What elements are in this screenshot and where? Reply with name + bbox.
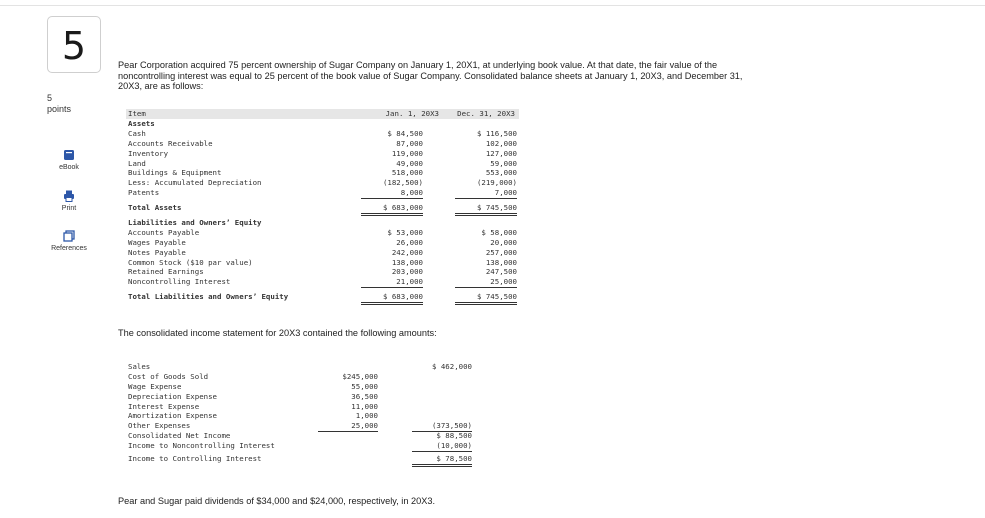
table-row xyxy=(126,372,476,382)
table-row xyxy=(126,402,476,412)
row-label: Total Liabilities and Owners’ Equity xyxy=(128,292,289,302)
row-label: Income to Noncontrolling Interest xyxy=(128,441,275,451)
table-row xyxy=(126,188,519,198)
table-row xyxy=(126,362,476,372)
print-icon xyxy=(62,189,76,203)
row-label: Consolidated Net Income xyxy=(128,431,231,441)
row-label: Accounts Receivable xyxy=(128,138,213,148)
header-jan: Jan. 1, 20X3 xyxy=(385,109,439,118)
row-dec: 553,000 xyxy=(485,168,517,178)
row-jan: $ 84,500 xyxy=(387,128,423,138)
table-row xyxy=(126,454,476,464)
points-value: 5 xyxy=(47,93,53,103)
row-jan: 87,000 xyxy=(396,138,423,148)
row-label: Wage Expense xyxy=(128,381,182,391)
table-row xyxy=(126,267,519,277)
points-label: points xyxy=(47,104,72,114)
row-col2: (373,500) xyxy=(412,421,472,432)
row-label: Income to Controlling Interest xyxy=(128,454,262,464)
assets-heading xyxy=(126,119,519,129)
row-jan: 203,000 xyxy=(391,267,423,277)
row-dec: 138,000 xyxy=(485,257,517,267)
liabilities-heading xyxy=(126,218,519,228)
table-row xyxy=(126,168,519,178)
table-row xyxy=(126,159,519,169)
income-statement-table xyxy=(126,362,476,464)
row-label: Interest Expense xyxy=(128,401,200,411)
row-dec: $ 58,000 xyxy=(481,227,517,237)
row-dec: 247,500 xyxy=(485,267,517,277)
row-col2: $ 78,500 xyxy=(412,454,472,467)
print-button[interactable] xyxy=(44,189,94,212)
row-col1: 11,000 xyxy=(351,401,378,411)
row-jan: 119,000 xyxy=(391,148,423,158)
total-assets-row xyxy=(126,203,519,213)
row-col2: $ 88,500 xyxy=(436,431,472,441)
row-label: Patents xyxy=(128,188,160,198)
row-label: Buildings & Equipment xyxy=(128,168,222,178)
ebook-button[interactable] xyxy=(44,148,94,171)
table-row xyxy=(126,149,519,159)
references-icon xyxy=(62,229,76,243)
table-header xyxy=(126,109,519,119)
problem-intro: Pear Corporation acquired 75 percent ownership of Sugar Company on January 1, 20X1, at underlying book value. At that date, the fair value of the noncontrolling interest was equal to 25 percent of the book value of Sugar Company. Consolidated balance sheets at January 1, 20X3, and December 31, 20X3, are as follows: xyxy=(118,60,743,92)
row-label: Depreciation Expense xyxy=(128,391,217,401)
row-col1: 25,000 xyxy=(318,421,378,432)
dividends-note: Pear and Sugar paid dividends of $34,000 and $24,000, respectively, in 20X3. xyxy=(118,496,436,506)
row-col1: 55,000 xyxy=(351,381,378,391)
row-jan: $ 683,000 xyxy=(361,203,423,216)
row-jan: 49,000 xyxy=(396,158,423,168)
row-col1: 1,000 xyxy=(355,411,378,421)
row-dec: $ 745,500 xyxy=(455,203,517,216)
points-info xyxy=(47,93,71,115)
row-col1: $245,000 xyxy=(342,371,378,381)
row-col2: $ 462,000 xyxy=(431,362,472,371)
row-dec: $ 116,500 xyxy=(476,128,517,138)
row-label: Total Assets xyxy=(128,203,182,213)
row-dec: 257,000 xyxy=(485,247,517,257)
assets-heading-label: Assets xyxy=(128,119,155,128)
row-label: Common Stock ($10 par value) xyxy=(128,257,253,267)
table-row xyxy=(126,411,476,421)
table-row xyxy=(126,248,519,258)
row-dec: (219,000) xyxy=(476,178,517,188)
row-label: Amortization Expense xyxy=(128,411,217,421)
row-jan: 518,000 xyxy=(391,168,423,178)
table-row xyxy=(126,178,519,188)
table-row xyxy=(126,129,519,139)
table-row xyxy=(126,258,519,268)
print-label: Print xyxy=(61,205,77,212)
row-dec: 20,000 xyxy=(490,237,517,247)
row-jan: (182,500) xyxy=(382,178,423,188)
row-dec: 127,000 xyxy=(485,148,517,158)
row-label: Noncontrolling Interest xyxy=(128,277,231,287)
income-intro: The consolidated income statement for 20X3 contained the following amounts: xyxy=(118,328,437,338)
row-label: Sales xyxy=(128,362,151,371)
ebook-icon xyxy=(62,148,76,162)
question-number: 5 xyxy=(61,24,87,68)
row-label: Wages Payable xyxy=(128,237,186,247)
liabilities-heading-label: Liabilities and Owners’ Equity xyxy=(128,218,262,228)
top-divider xyxy=(0,5,985,6)
balance-sheet-table xyxy=(126,109,519,302)
table-row xyxy=(126,139,519,149)
row-dec: 59,000 xyxy=(490,158,517,168)
table-row xyxy=(126,228,519,238)
row-jan: 26,000 xyxy=(396,237,423,247)
row-jan: 21,000 xyxy=(361,277,423,288)
table-row xyxy=(126,382,476,392)
header-item: Item xyxy=(128,109,146,118)
table-row xyxy=(126,238,519,248)
row-label: Retained Earnings xyxy=(128,267,204,277)
table-row xyxy=(126,441,476,451)
row-jan: 8,000 xyxy=(361,188,423,199)
row-col2: (10,000) xyxy=(412,441,472,452)
row-jan: $ 683,000 xyxy=(361,292,423,305)
table-row xyxy=(126,392,476,402)
row-jan: $ 53,000 xyxy=(387,227,423,237)
row-label: Land xyxy=(128,158,146,168)
row-label: Notes Payable xyxy=(128,247,186,257)
references-button[interactable] xyxy=(44,229,94,252)
row-label: Cash xyxy=(128,128,146,138)
total-liabilities-row xyxy=(126,292,519,302)
header-dec: Dec. 31, 20X3 xyxy=(457,109,515,118)
row-dec: 7,000 xyxy=(455,188,517,199)
row-jan: 242,000 xyxy=(391,247,423,257)
row-label: Less: Accumulated Depreciation xyxy=(128,178,262,188)
row-dec: 102,000 xyxy=(485,138,517,148)
ebook-label: eBook xyxy=(59,164,79,171)
references-label: References xyxy=(51,245,87,252)
row-label: Other Expenses xyxy=(128,421,191,431)
row-dec: 25,000 xyxy=(455,277,517,288)
table-row xyxy=(126,277,519,287)
row-jan: 138,000 xyxy=(391,257,423,267)
row-label: Accounts Payable xyxy=(128,227,200,237)
row-col1: 36,500 xyxy=(351,391,378,401)
question-number-box xyxy=(47,16,101,73)
row-dec: $ 745,500 xyxy=(455,292,517,305)
table-row xyxy=(126,421,476,431)
row-label: Inventory xyxy=(128,148,169,158)
table-row xyxy=(126,431,476,441)
row-label: Cost of Goods Sold xyxy=(128,371,209,381)
